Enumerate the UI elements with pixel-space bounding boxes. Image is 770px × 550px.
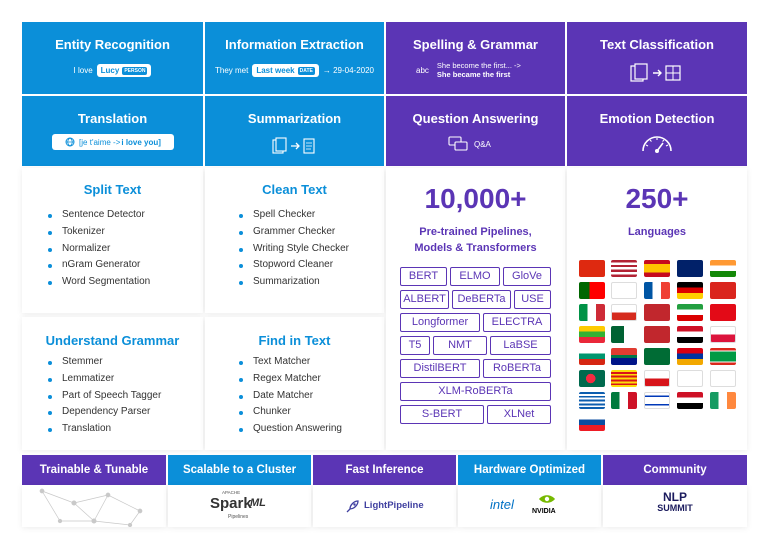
model-distilbert: DistilBERT: [400, 359, 480, 378]
list-item: Grammer Checker: [239, 224, 349, 241]
flag-icon: [644, 370, 670, 387]
clean-text-list: [239, 207, 349, 291]
ie-example: [205, 64, 384, 77]
flag-icon: [579, 348, 605, 365]
understand-grammar-list: [48, 354, 161, 438]
list-item: Stopword Cleaner: [239, 257, 349, 274]
flag-icon: [644, 304, 670, 321]
classification-icon: [627, 62, 687, 84]
list-item: Date Matcher: [239, 388, 342, 405]
model-glove: GloVe: [503, 267, 551, 286]
nlp-summit-line1: NLP: [663, 490, 687, 504]
ner-chip: [97, 64, 152, 77]
flag-icon: [611, 260, 637, 277]
model-bert: BERT: [400, 267, 447, 286]
tile-title: Summarization: [247, 111, 342, 126]
ner-text: I love: [73, 66, 93, 75]
list-item: Text Matcher: [239, 354, 342, 371]
bottom-card-community: [603, 485, 747, 527]
spark-apache-text: APACHE: [222, 490, 241, 495]
bottom-header-hardware: Hardware Optimized: [458, 455, 601, 485]
bottom-card-fast-inference: [313, 485, 456, 527]
model-albert: ALBERT: [400, 290, 449, 309]
list-item: Normalizer: [48, 241, 150, 258]
nlp-summit-line2: SUMMIT: [657, 503, 693, 513]
spelling-right: She became the first: [436, 70, 511, 79]
tile-title: Translation: [77, 111, 148, 126]
flag-icon: [644, 392, 670, 409]
tile-translation: [22, 96, 203, 166]
chat-bubbles-icon: [448, 136, 468, 152]
list-item: Chunker: [239, 404, 342, 421]
flag-grid: [567, 168, 747, 450]
split-text-list: [48, 207, 150, 291]
model-roberta: RoBERTa: [483, 359, 551, 378]
qa-example: [448, 136, 491, 152]
ner-example: [22, 64, 203, 77]
ner-tag: PERSON: [124, 67, 146, 74]
panel-title: Understand Grammar: [45, 333, 180, 348]
tile-information-extraction: [205, 22, 384, 94]
model-electra: ELECTRA: [483, 313, 551, 332]
ie-tag: DATE: [299, 67, 313, 74]
bottom-card-hardware: [458, 485, 601, 527]
flag-icon: [644, 348, 670, 365]
model-labse: LaBSE: [490, 336, 551, 355]
pipelines-caption-line2: Models & Transformers: [414, 242, 537, 254]
intel-logo: intel: [490, 497, 514, 512]
panel-title: Clean Text: [262, 182, 327, 197]
list-item: Translation: [48, 421, 161, 438]
bottom-header-fast-inference: Fast Inference: [313, 455, 456, 485]
flag-icon: [710, 326, 736, 343]
tile-spelling-grammar: [386, 22, 565, 94]
flag-icon: [677, 282, 703, 299]
flag-icon: [710, 304, 736, 321]
flag-icon: [710, 260, 736, 277]
nlp-summit-logo: [603, 492, 747, 514]
spelling-example: [416, 61, 521, 79]
list-item: Sentence Detector: [48, 207, 150, 224]
tile-text-classification: [567, 22, 747, 94]
model-nmt: NMT: [433, 336, 487, 355]
tile-title: Question Answering: [412, 111, 539, 126]
ie-chip: [252, 64, 319, 77]
list-item: Part of Speech Tagger: [48, 388, 161, 405]
tile-title: Text Classification: [600, 37, 714, 52]
qa-label: Q&A: [474, 139, 491, 149]
list-item: Lemmatizer: [48, 371, 161, 388]
flag-icon: [611, 370, 637, 387]
flag-icon: [579, 326, 605, 343]
tile-title: Spelling & Grammar: [413, 37, 538, 52]
find-in-text-list: [239, 354, 342, 438]
flag-icon: [644, 260, 670, 277]
flag-icon: [579, 414, 605, 431]
tile-emotion-detection: [567, 96, 747, 166]
languages-count: 250+: [625, 183, 689, 214]
model-longformer: Longformer: [400, 313, 480, 332]
panel-pipelines: [386, 168, 565, 450]
flag-icon: [644, 326, 670, 343]
pipelines-count: 10,000+: [424, 183, 527, 214]
list-item: Stemmer: [48, 354, 161, 371]
model-use: USE: [514, 290, 551, 309]
ie-result: → 29-04-2020: [322, 66, 374, 75]
list-item: nGram Generator: [48, 257, 150, 274]
flag-icon: [677, 304, 703, 321]
flag-icon: [611, 282, 637, 299]
tile-summarization: [205, 96, 384, 166]
flag-icon: [579, 304, 605, 321]
translation-source: [je t'aime ->: [79, 137, 121, 147]
spelling-wrong: She become the first... ->: [436, 61, 521, 70]
model-deberta: DeBERTa: [452, 290, 511, 309]
translation-target: i love you]: [121, 137, 161, 147]
bottom-header-scalable: Scalable to a Cluster: [168, 455, 311, 485]
list-item: Tokenizer: [48, 224, 150, 241]
model-t5: T5: [400, 336, 430, 355]
translation-chip: [52, 134, 174, 150]
ner-entity: Lucy: [100, 66, 120, 75]
bottom-card-trainable: [22, 485, 166, 527]
list-item: Writing Style Checker: [239, 241, 349, 258]
flag-icon: [710, 370, 736, 387]
flag-icon: [579, 282, 605, 299]
flag-icon: [677, 370, 703, 387]
flag-icon: [677, 392, 703, 409]
list-item: Summarization: [239, 274, 349, 291]
bottom-card-scalable: [168, 485, 311, 527]
flag-icon: [677, 260, 703, 277]
list-item: Word Segmentation: [48, 274, 150, 291]
spark-ml-logo: [210, 490, 270, 524]
flag-icon: [710, 392, 736, 409]
languages-caption: Languages: [627, 226, 687, 238]
spelling-lines: [437, 61, 521, 79]
flag-icon: [677, 326, 703, 343]
tile-entity-recognition: [22, 22, 203, 94]
list-item: Question Answering: [239, 421, 342, 438]
panel-find-in-text: [205, 317, 384, 450]
pipelines-caption-line1: Pre-trained Pipelines,: [419, 226, 532, 238]
flag-icon: [710, 282, 736, 299]
flag-icon: [710, 348, 736, 365]
model-xlm-roberta: XLM-RoBERTa: [400, 382, 551, 401]
spark-logo-text: Spark: [210, 495, 252, 512]
bottom-header-trainable: Trainable & Tunable: [22, 455, 166, 485]
tile-title: Information Extraction: [225, 37, 364, 52]
flag-icon: [579, 370, 605, 387]
list-item: Regex Matcher: [239, 371, 342, 388]
panel-understand-grammar: [22, 317, 203, 450]
ie-text: They met: [215, 66, 249, 75]
spark-ml-text: ML: [250, 497, 266, 509]
flag-icon: [644, 282, 670, 299]
nvidia-logo: NVIDIA: [532, 508, 556, 515]
flag-icon: [611, 348, 637, 365]
spark-pipelines-text: Pipelines: [228, 514, 249, 520]
network-graph-icon: [22, 485, 166, 527]
model-xlnet: XLNet: [487, 405, 551, 424]
bottom-header-community: Community: [603, 455, 747, 485]
flag-icon: [611, 326, 637, 343]
tile-question-answering: [386, 96, 565, 166]
ie-entity: Last week: [256, 66, 295, 75]
flag-icon: [579, 260, 605, 277]
tile-title: Entity Recognition: [55, 37, 170, 52]
model-s-bert: S-BERT: [400, 405, 484, 424]
flag-icon: [611, 304, 637, 321]
panel-languages: [567, 168, 747, 450]
panel-clean-text: [205, 168, 384, 313]
nvidia-eye-icon: [538, 493, 556, 505]
list-item: Spell Checker: [239, 207, 349, 224]
panel-title: Split Text: [83, 182, 142, 197]
panel-split-text: [22, 168, 203, 313]
abc-icon: abc: [416, 65, 429, 75]
list-item: Dependency Parser: [48, 404, 161, 421]
flag-icon: [677, 348, 703, 365]
flag-icon: [611, 392, 637, 409]
panel-title: Find in Text: [258, 333, 331, 348]
tile-title: Emotion Detection: [599, 111, 715, 126]
light-pipeline-logo: LightPipeline: [364, 500, 424, 511]
globe-icon: [65, 137, 75, 147]
gauge-icon: [640, 133, 674, 153]
model-elmo: ELMO: [450, 267, 500, 286]
rocket-icon: [344, 499, 360, 515]
flag-icon: [579, 392, 605, 409]
summarization-icon: [271, 136, 321, 156]
